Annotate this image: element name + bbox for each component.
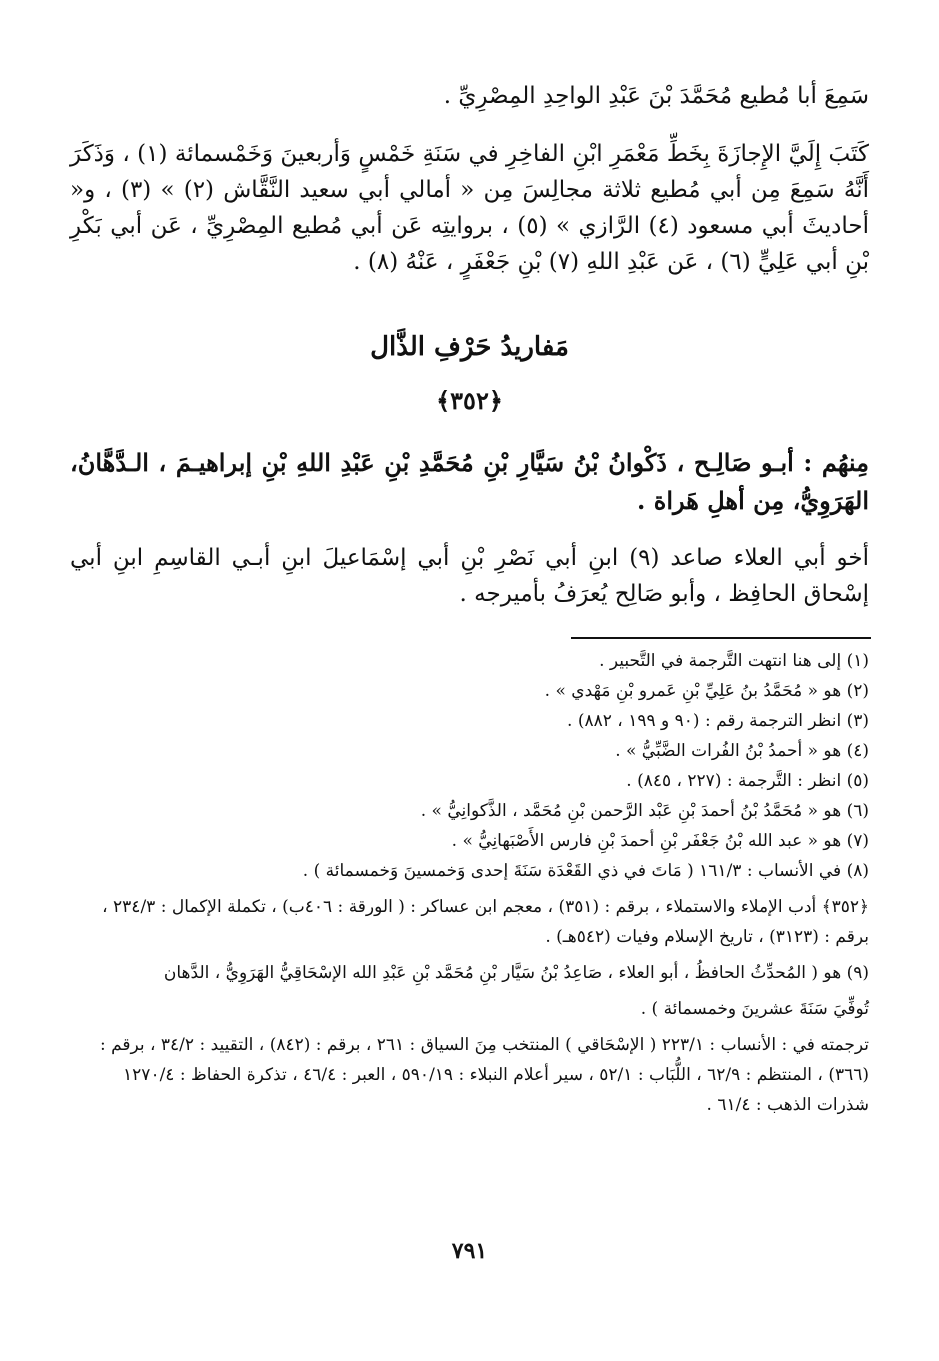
entry-title: مِنهُم : أبـو صَالِـح ، ذَكْوانُ بْنُ سَيَّارِ بْنِ مُحَمَّدِ بْنِ عَبْدِ اللهِ بْنِ إبراهيـمَ ، الـدَّهَّانُ، الهَرَوِيُّ، مِن أهلِ هَراة . (70, 448, 869, 515)
footnote-9-sources: ترجمته في : الأنساب : ٢٢٣/١ ( الإسْحَاقي ) المنتخب مِنَ السياق : ٢٦١ ، برقم : (٨٤٢) ، التقييد : ٣٤/٢ ، برقم : (٣٦٦) ، المنتظم : ٦٢/٩ ، اللُّبَاب : ٥٢/١ ، سير أعلام النبلاء : ٥٩٠/١٩ ، العبر : ٤٦/٤ ، تذكرة الحفاظ : ١٢٧٠/٤ شذرات الذهب : ٦١/٤ . (99, 1035, 869, 1115)
footnote-9: (٩) هو ( المُحدِّثُ الحافظُ ، أبو العلاء ، صَاعِدُ بْنُ سَيَّار بْنِ مُحَمَّد بْنِ عَبْدِ الله الإسْحَاقِيُّ الهَرَوِيُّ ، الدَّهان (163, 963, 869, 983)
footnote-3: (٣) انظر الترجمة رقم : (٩٠ و ١٩٩ ، ٨٨٢) . (567, 711, 869, 731)
entry-body: أخو أبي العلاء صاعد (٩) ابنِ أبي نَصْرِ بْنِ أبي إسْمَاعيلَ ابنِ أبـي القاسِمِ ابنِ أبي إسْحاق الحافِظ ، وأبو صَالِح يُعرَفُ بأميرجه . (70, 545, 869, 607)
footnote-7: (٧) هو « عبد الله بْنُ جَعْفَر بْنِ أحمدَ بْنِ فارس الأَصْبَهانِيُّ » . (451, 831, 869, 851)
footnote-6: (٦) هو « مُحَمَّدُ بْنُ أحمدَ بْنِ عَبْد الرَّحمن بْنِ مُحَمَّد ، الذَّكوانِيُّ » . (420, 801, 869, 821)
footnote-2: (٢) هو « مُحَمَّدُ بنُ عَلِيِّ بْنِ عَمرو بْنِ مَهْدي » . (544, 681, 869, 701)
entry-number: ﴿٣٥٢﴾ (436, 386, 503, 415)
paragraph-kataba: كَتَبَ إِلَيَّ الإِجازَةَ بِخَطِّ مَعْمَرِ ابْنِ الفاخِرِ في سَنَةِ خَمْسٍ وَأربعينَ وَخَمْسمائة (١) ، وَذَكَرَ أَنَّهُ سَمِعَ مِن أبي مُطيع ثلاثة مجالِسَ مِن « أمالي أبي سعيد النَّقَّاش (٢) » (٣) ، و« أحاديثَ أبي مسعود (٤) الرَّازي » (٥) ، بروايتِه عَن أبي مُطيع المِصْرِيِّ ، عَن أبي بَكْرِ بْنِ أبي عَلِيٍّ (٦) ، عَن عَبْدِ اللهِ (٧) بْنِ جَعْفَرٍ ، عَنْهُ (٨) . (70, 141, 870, 275)
paragraph-sami: سَمِعَ أبا مُطيع مُحَمَّدَ بْنَ عَبْدِ الواحِدِ المِصْرِيِّ . (443, 83, 869, 109)
footnote-5: (٥) انظر : التَّرجمة : (٢٢٧ ، ٨٤٥) . (626, 771, 869, 791)
footnote-divider (571, 637, 871, 639)
footnote-8: (٨) في الأنساب : ١٦١/٣ ( مَاتَ في ذي القَعْدَة سَنَةَ إحدى وَخمسينَ وَخمسمائة ) . (302, 861, 869, 881)
footnote-1: (١) إلى هنا انتهت التَّرجمة في التَّحبير . (599, 651, 869, 671)
footnote-sources: ﴿٣٥٢﴾ أدب الإملاء والاستملاء ، برقم : (٣٥١) ، معجم ابن عساكر : ( الورقة : ٤٠٦ب) ، تكملة الإكمال : ٢٣٤/٣ ، برقم : (٣١٢٣) ، تاريخ الإسلام وفيات (٥٤٢هـ) . (102, 897, 869, 947)
footnotes (70, 646, 869, 1120)
footnote-9-death: تُوفِّيَ سَنَةَ عشرينَ وخمسمائة ) . (640, 999, 869, 1019)
footnote-4: (٤) هو « أحمدُ بْنُ الفُرات الضَّبِّيُّ » . (615, 741, 869, 761)
page-number: ٧٩١ (451, 1238, 488, 1264)
section-heading: مَفاريدُ حَرْفِ الذَّال (370, 332, 569, 362)
